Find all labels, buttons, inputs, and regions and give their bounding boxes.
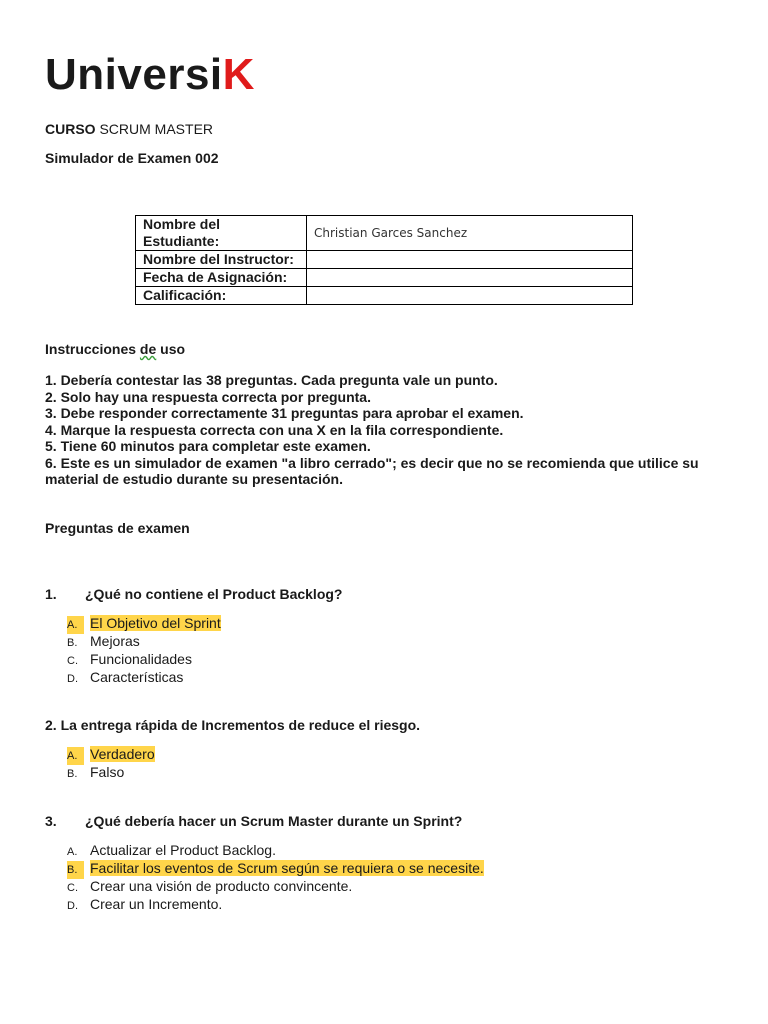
option-a[interactable] xyxy=(67,841,484,859)
instructions-list xyxy=(45,372,735,488)
question-text: ¿Qué debería hacer un Scrum Master durante un Sprint? xyxy=(85,813,463,829)
question-2-options xyxy=(67,745,155,781)
student-name-value[interactable]: Christian Garces Sanchez xyxy=(307,216,633,251)
instructions-title-part: Instrucciones xyxy=(45,341,140,357)
option-a[interactable] xyxy=(67,745,155,763)
logo-main: Universi xyxy=(45,50,223,99)
assignment-date-label: Fecha de Asignación: xyxy=(136,269,307,287)
option-b[interactable] xyxy=(67,859,484,877)
instruction-item: 3. Debe responder correctamente 31 preguntas para aprobar el examen. xyxy=(45,405,524,421)
option-letter: C. xyxy=(67,655,78,667)
instruction-item: 4. Marque la respuesta correcta con una X en la fila correspondiente. xyxy=(45,421,504,438)
option-text: Características xyxy=(90,669,184,685)
option-text: El Objetivo del Sprint xyxy=(90,615,221,631)
question-text: La entrega rápida de Incrementos de reduce el riesgo. xyxy=(60,717,421,733)
question-number: 2. xyxy=(45,717,57,733)
option-letter: D. xyxy=(67,673,78,685)
question-number: 3. xyxy=(45,813,57,829)
student-name-label: Nombre del Estudiante: xyxy=(136,216,307,251)
instructor-name-label: Nombre del Instructor: xyxy=(136,251,307,269)
question-1 xyxy=(45,586,342,602)
option-text: Verdadero xyxy=(90,746,155,762)
instruction-item: 1. Debería contestar las 38 preguntas. Cada pregunta vale un punto. xyxy=(45,372,498,388)
option-letter: C. xyxy=(67,882,78,894)
assignment-date-value[interactable] xyxy=(307,269,633,287)
option-text: Actualizar el Product Backlog. xyxy=(90,842,276,858)
question-1-options xyxy=(67,614,221,686)
option-text: Mejoras xyxy=(90,633,140,649)
option-letter: B. xyxy=(67,861,90,879)
grade-value[interactable] xyxy=(307,287,633,305)
option-letter: A. xyxy=(67,846,78,858)
option-d[interactable] xyxy=(67,668,221,686)
option-text: Crear un Incremento. xyxy=(90,896,223,912)
option-b[interactable] xyxy=(67,632,221,650)
question-3 xyxy=(45,813,462,829)
instruction-item: 6. Este es un simulador de examen "a libro cerrado"; es decir que no se recomienda que utilice su material de estudio durante su presentación. xyxy=(45,454,699,487)
option-letter: A. xyxy=(67,747,90,765)
option-text: Crear una visión de producto convincente. xyxy=(90,878,353,894)
option-text: Facilitar los eventos de Scrum según se requiera o se necesite. xyxy=(90,860,484,876)
simulator-title: Simulador de Examen 002 xyxy=(45,150,219,166)
option-letter: D. xyxy=(67,900,78,912)
option-letter: B. xyxy=(67,768,78,780)
question-2 xyxy=(45,717,420,733)
course-name: SCRUM MASTER xyxy=(99,121,214,137)
instruction-item: 5. Tiene 60 minutos para completar este examen. xyxy=(45,438,371,454)
grade-label: Calificación: xyxy=(136,287,307,305)
option-text: Falso xyxy=(90,764,125,780)
universik-logo xyxy=(45,50,255,100)
table-row xyxy=(136,251,633,269)
option-c[interactable] xyxy=(67,877,484,895)
option-a[interactable] xyxy=(67,614,221,632)
option-letter: A. xyxy=(67,616,90,634)
spellcheck-word: de xyxy=(139,341,157,357)
student-info-table xyxy=(135,215,633,305)
logo-accent: K xyxy=(222,50,255,99)
option-c[interactable] xyxy=(67,650,221,668)
instruction-item: 2. Solo hay una respuesta correcta por pregunta. xyxy=(45,388,371,405)
table-row xyxy=(136,216,633,251)
course-title xyxy=(45,121,213,137)
course-prefix: CURSO xyxy=(45,121,96,137)
question-number: 1. xyxy=(45,586,57,602)
table-row xyxy=(136,287,633,305)
question-text: ¿Qué no contiene el Product Backlog? xyxy=(85,586,343,602)
option-b[interactable] xyxy=(67,763,155,781)
table-row xyxy=(136,269,633,287)
questions-title: Preguntas de examen xyxy=(45,520,190,536)
instructor-name-value[interactable] xyxy=(307,251,633,269)
instructions-title-part: uso xyxy=(156,341,186,357)
option-text: Funcionalidades xyxy=(90,651,192,667)
instructions-title xyxy=(45,341,185,357)
option-d[interactable] xyxy=(67,895,484,913)
question-3-options xyxy=(67,841,484,913)
option-letter: B. xyxy=(67,637,78,649)
